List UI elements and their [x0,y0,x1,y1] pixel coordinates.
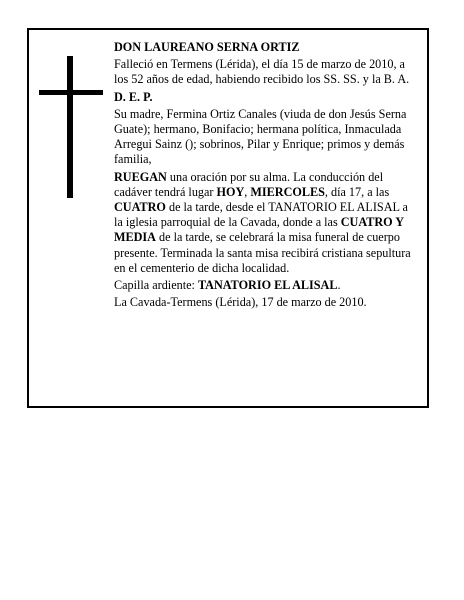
chapel-line [114,278,419,293]
ruegan-word: RUEGAN [114,169,167,184]
funeral-details [114,170,419,276]
deceased-name: DON LAUREANO SERNA ORTIZ [114,40,300,54]
cuatro-media-word: CUATRO Y MEDIA [114,215,404,245]
cross-vertical-bar [67,56,73,198]
dep-line: D. E. P. [114,89,153,104]
funeral-text-5: de la tarde, se celebrará la misa funeral de cuerpo presente. Terminada la santa misa recibirá cristiana sepultura en el cementerio de dicha localidad. [114,230,411,275]
chapel-end: . [337,278,341,293]
funeral-text-4: de la tarde, desde el TANATORIO EL ALISAL a la iglesia parroquial de la Cavada, donde a las [114,200,408,230]
chapel-label: Capilla ardiente: [114,278,198,293]
obituary-notice [27,28,429,408]
family-list: Su madre, Fermina Ortiz Canales (viuda de don Jesús Serna Guate); hermano, Bonifacio; hermana política, Inmaculada Arregui Sainz (); sobrinos, Pilar y Enrique; primos y demás familia, [114,106,407,167]
obituary-text [114,40,419,310]
death-info: Falleció en Termens (Lérida), el día 15 de marzo de 2010, a los 52 años de edad, habiendo recibido los SS. SS. y la B. A. [114,57,410,87]
cross-icon [39,56,103,198]
funeral-text-1: una oración por su alma. La conducción del cadáver tendrá lugar [114,169,384,199]
hoy-word: HOY [216,184,245,199]
funeral-text-2: , [244,184,251,199]
miercoles-word: MIERCOLES [250,184,325,199]
place-date: La Cavada-Termens (Lérida), 17 de marzo de 2010. [114,295,367,310]
chapel-name: TANATORIO EL ALISAL [197,278,338,293]
cross-horizontal-bar [39,90,103,95]
funeral-text-3: , día 17, a las [324,184,390,199]
cuatro-word: CUATRO [114,200,166,215]
